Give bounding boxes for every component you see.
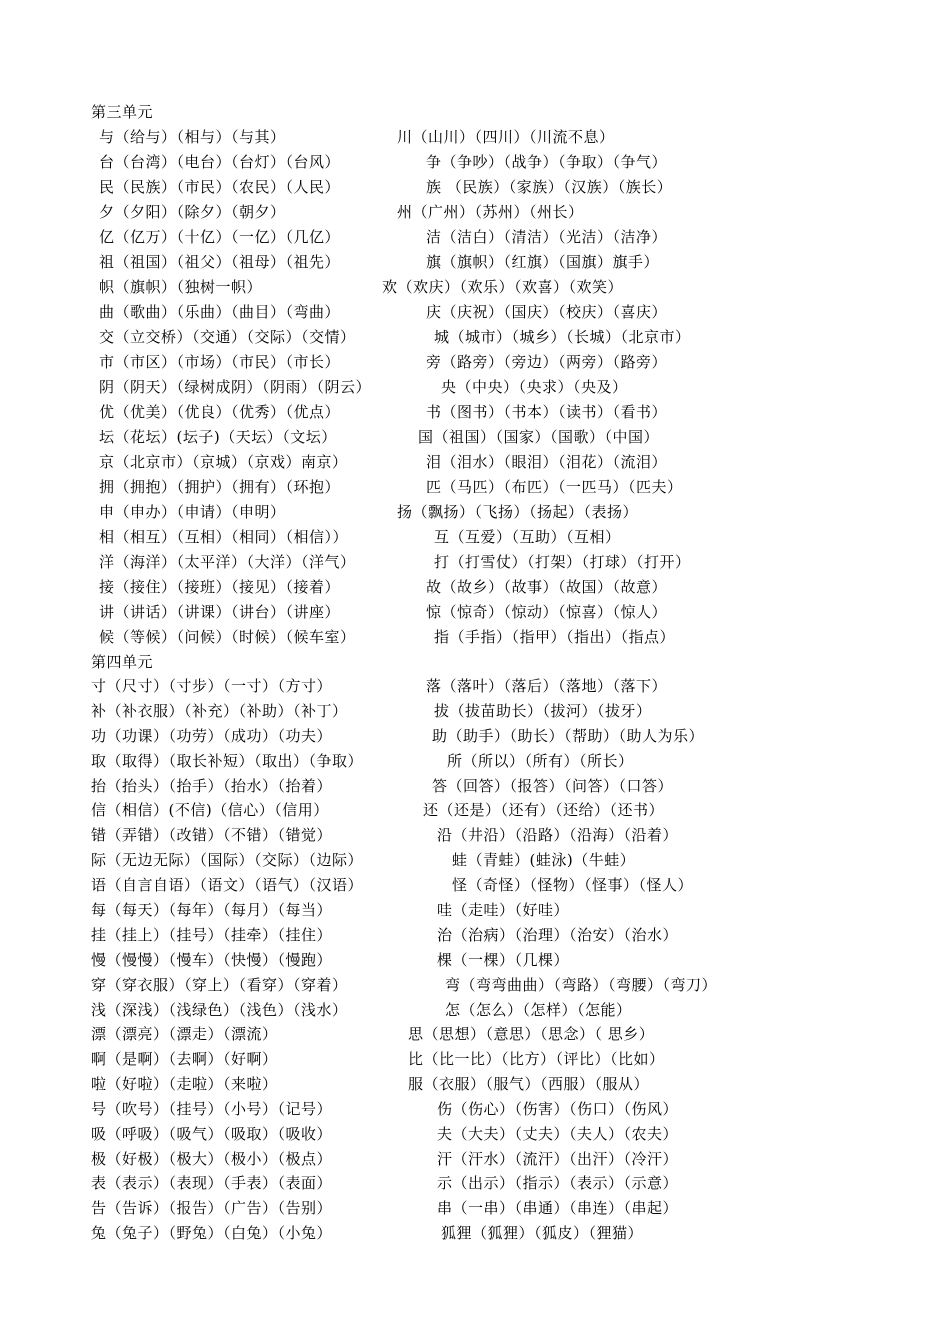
unit3-row-21-left: 候（等候）（问候）（时候）（候车室） bbox=[99, 628, 356, 646]
unit3-row-2-right: 争（争吵）（战争）（争取）（争气） bbox=[426, 153, 668, 171]
unit3-row-13-left: 坛（花坛）(坛子)（天坛）（文坛） bbox=[99, 428, 337, 446]
unit4-row-18-left: 号（吹号）（挂号）（小号）（记号） bbox=[91, 1100, 333, 1118]
unit3-row-6-right: 旗（旗帜）（红旗）（国旗）旗手） bbox=[426, 253, 660, 271]
unit3-row-12-right: 书（图书）（书本）（读书）（看书） bbox=[426, 403, 668, 421]
unit4-row-12-right: 棵（一棵）（几棵） bbox=[437, 951, 570, 969]
unit4-row-11-right: 治（治病）（治理）（治安）（治水） bbox=[437, 926, 679, 944]
unit4-row-15-left: 漂（漂亮）（漂走）（漂流） bbox=[91, 1025, 278, 1043]
unit3-row-3-right: 族 （民族）（家族）（汉族）（族长） bbox=[426, 178, 673, 196]
unit4-row-2-right: 拔（拔苗助长）（拔河）（拔牙） bbox=[434, 702, 652, 720]
unit4-row-7-right: 沿（井沿）（沿路）（沿海）（沿着） bbox=[437, 826, 679, 844]
unit4-row-10-left: 每（每天）（每年）（每月）（每当） bbox=[91, 901, 333, 919]
unit4-row-13-right: 弯（弯弯曲曲）（弯路）（弯腰）（弯刀） bbox=[445, 976, 718, 994]
unit4-row-23-left: 兔（兔子）（野兔）（白兔）（小兔） bbox=[91, 1224, 333, 1242]
unit3-row-15-right: 匹（马匹）（布匹）（一匹马）（匹夫） bbox=[426, 478, 683, 496]
unit3-row-11-left: 阴（阴天）（绿树成阴）（阴雨）（阴云） bbox=[99, 378, 372, 396]
unit3-row-1-right: 川（山川）（四川）（川流不息） bbox=[397, 128, 615, 146]
unit4-row-4-right: 所（所以）（所有）（所长） bbox=[447, 752, 634, 770]
unit3-row-9-right: 城（城市）（城乡）（长城）（北京市） bbox=[434, 328, 691, 346]
unit3-row-14-right: 泪（泪水）（眼泪）（泪花）（流泪） bbox=[426, 453, 668, 471]
unit3-row-12-left: 优（优美）（优良）（优秀）（优点） bbox=[99, 403, 341, 421]
unit3-row-20-left: 讲（讲话）（讲课）（讲台）（讲座） bbox=[99, 603, 341, 621]
unit3-row-2-left: 台（台湾）（电台）（台灯）（台风） bbox=[99, 153, 341, 171]
unit3-row-21-right: 指（手指）（指甲）（指出）（指点） bbox=[434, 628, 676, 646]
unit3-row-14-left: 京（北京市）（京城）（京戏）南京） bbox=[99, 453, 348, 471]
unit4-row-1-right: 落（落叶）（落后）（落地）（落下） bbox=[426, 677, 668, 695]
unit4-row-23-right: 狐狸（狐狸）（狐皮）（狸猫） bbox=[441, 1224, 644, 1242]
unit4-row-10-right: 哇（走哇）（好哇） bbox=[437, 901, 570, 919]
unit4-row-18-right: 伤（伤心）（伤害）（伤口）（伤风） bbox=[437, 1100, 679, 1118]
unit4-row-7-left: 错（弄错）（改错）（不错）（错觉） bbox=[91, 826, 333, 844]
unit4-row-15-right: 思（思想）（意思）（思念）（ 思乡） bbox=[408, 1025, 655, 1043]
unit3-row-17-left: 相（相互）（互相）（相同）（相信）） bbox=[99, 528, 349, 546]
unit4-row-1-left: 寸（尺寸）（寸步）（一寸）（方寸） bbox=[91, 677, 333, 695]
unit3-row-4-right: 州（广州）（苏州）（州长） bbox=[397, 203, 584, 221]
unit4-row-3-right: 助（助手）（助长）（帮助）（助人为乐） bbox=[432, 727, 705, 745]
unit4-row-22-left: 告（告诉）（报告）（广告）（告别） bbox=[91, 1199, 333, 1217]
unit4-row-9-left: 语（自言自语）（语文）（语气）（汉语） bbox=[91, 876, 364, 894]
unit3-row-16-right: 扬（飘扬）（飞扬）（扬起）（表扬） bbox=[397, 503, 639, 521]
unit4-row-19-right: 夫（大夫）（丈夫）（夫人）（农夫） bbox=[437, 1125, 679, 1143]
unit4-row-17-right: 服（衣服）（服气）（西服）（服从） bbox=[408, 1075, 650, 1093]
unit4-row-3-left: 功（功课）（功劳）（成功）（功夫） bbox=[91, 727, 333, 745]
unit3-row-11-right: 央（中央）（央求）（央及） bbox=[441, 378, 628, 396]
unit3-row-5-left: 亿（亿万）（十亿）（一亿）（几亿） bbox=[99, 228, 341, 246]
unit4-row-12-left: 慢（慢慢）（慢车）（快慢）（慢跑） bbox=[91, 951, 333, 969]
unit4-row-2-left: 补（补衣服）（补充）（补助）（补丁） bbox=[91, 702, 348, 720]
unit3-row-15-left: 拥（拥抱）（拥护）（拥有）（环抱） bbox=[99, 478, 341, 496]
unit4-row-19-left: 吸（呼吸）（吸气）（吸取）（吸收） bbox=[91, 1125, 333, 1143]
unit4-row-8-left: 际（无边无际）（国际）（交际）（边际） bbox=[91, 851, 364, 869]
unit3-row-3-left: 民（民族）（市民）（农民）（人民） bbox=[99, 178, 341, 196]
unit3-row-16-left: 申（申办）（申请）（申明） bbox=[99, 503, 286, 521]
unit4-row-11-left: 挂（挂上）（挂号）（挂牵）（挂住） bbox=[91, 926, 333, 944]
unit3-row-5-right: 洁（洁白）（清洁）（光洁）（洁净） bbox=[426, 228, 668, 246]
unit3-row-1-left: 与（给与）（相与）（与其） bbox=[99, 128, 286, 146]
unit4-row-9-right: 怪（奇怪）（怪物）（怪事）（怪人） bbox=[452, 876, 694, 894]
unit4-row-20-left: 极（好极）（极大）（极小）（极点） bbox=[91, 1150, 333, 1168]
unit3-row-7-left: 帜（旗帜）（独树一帜） bbox=[99, 278, 263, 296]
unit3-row-17-right: 互（互爱）（互助）（互相） bbox=[434, 528, 621, 546]
unit3-row-10-right: 旁（路旁）（旁边）（两旁）（路旁） bbox=[426, 353, 668, 371]
unit4-row-17-left: 啦（好啦）（走啦）（来啦） bbox=[91, 1075, 278, 1093]
unit3-row-18-right: 打（打雪仗）（打架）（打球）（打开） bbox=[434, 553, 691, 571]
unit4-row-8-right: 蛙（青蛙）(蛙泳)（牛蛙） bbox=[452, 851, 636, 869]
unit3-title: 第三单元 bbox=[91, 103, 154, 121]
unit4-row-5-right: 答（回答）（报答）（问答）（口答） bbox=[432, 777, 674, 795]
unit3-row-19-right: 故（故乡）（故事）（故国）（故意） bbox=[426, 578, 668, 596]
unit4-row-22-right: 串（一串）（串通）（串连）（串起） bbox=[437, 1199, 679, 1217]
unit4-row-6-left: 信（相信）(不信)（信心）（信用） bbox=[91, 801, 329, 819]
unit3-row-7-right: 欢（欢庆）（欢乐）（欢喜）（欢笑） bbox=[382, 278, 624, 296]
unit3-row-10-left: 市（市区）（市场）（市民）（市长） bbox=[99, 353, 341, 371]
unit3-row-6-left: 祖（祖国）（祖父）（祖母）（祖先） bbox=[99, 253, 341, 271]
unit4-title: 第四单元 bbox=[91, 653, 154, 671]
unit4-row-20-right: 汗（汗水）（流汗）（出汗）（冷汗） bbox=[437, 1150, 679, 1168]
unit4-row-16-left: 啊（是啊）（去啊）（好啊） bbox=[91, 1050, 278, 1068]
unit4-row-16-right: 比（比一比）（比方）（评比）（比如） bbox=[408, 1050, 665, 1068]
unit3-row-19-left: 接（接住）（接班）（接见）（接着） bbox=[99, 578, 341, 596]
unit3-row-9-left: 交（立交桥）（交通）（交际）（交情） bbox=[99, 328, 356, 346]
unit3-row-8-left: 曲（歌曲）（乐曲）（曲目）（弯曲） bbox=[99, 303, 341, 321]
unit4-row-14-right: 怎（怎么）（怎样）（怎能） bbox=[445, 1001, 632, 1019]
unit3-row-13-right: 国（祖国）（国家）（国歌）（中国） bbox=[418, 428, 660, 446]
unit4-row-4-left: 取（取得）（取长补短）（取出）（争取） bbox=[91, 752, 364, 770]
unit4-row-13-left: 穿（穿衣服）（穿上）（看穿）（穿着） bbox=[91, 976, 348, 994]
unit3-row-18-left: 洋（海洋）（太平洋）（大洋）（洋气） bbox=[99, 553, 356, 571]
unit3-row-8-right: 庆（庆祝）（国庆）（校庆）（喜庆） bbox=[426, 303, 668, 321]
unit4-row-6-right: 还（还是）（还有）（还给）（还书） bbox=[423, 801, 665, 819]
unit4-row-5-left: 抬（抬头）（抬手）（抬水）（抬着） bbox=[91, 777, 333, 795]
unit3-row-4-left: 夕（夕阳）（除夕）（朝夕） bbox=[99, 203, 286, 221]
unit4-row-21-left: 表（表示）（表现）（手表）（表面） bbox=[91, 1174, 333, 1192]
unit3-row-20-right: 惊（惊奇）（惊动）（惊喜）（惊人） bbox=[426, 603, 668, 621]
unit4-row-14-left: 浅（深浅）（浅绿色）（浅色）（浅水） bbox=[91, 1001, 348, 1019]
unit4-row-21-right: 示（出示）（指示）（表示）（示意） bbox=[437, 1174, 679, 1192]
